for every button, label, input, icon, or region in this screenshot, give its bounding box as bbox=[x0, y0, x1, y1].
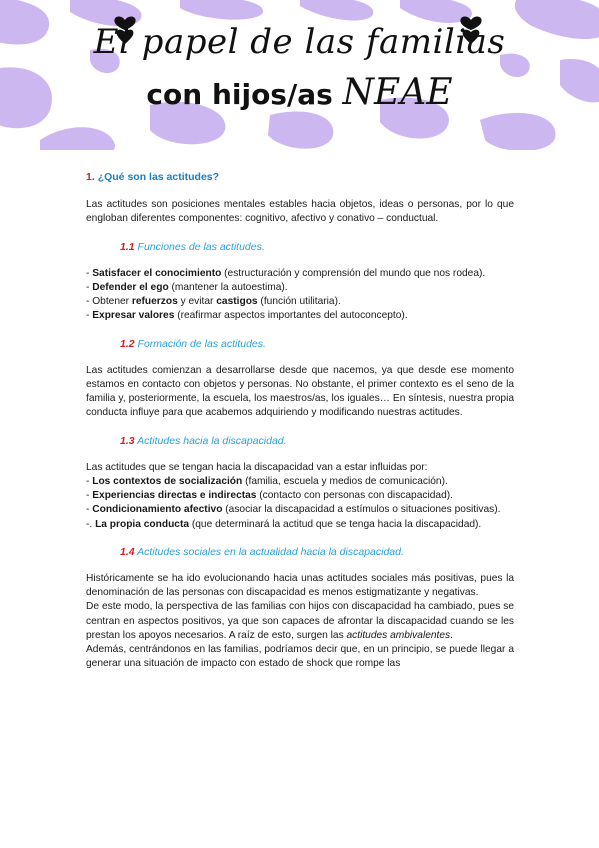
subsection-number: 1.1 bbox=[120, 240, 135, 253]
subsection-heading-1-4 bbox=[120, 545, 514, 559]
subsection-title: Actitudes sociales en la actualidad hacia la discapacidad. bbox=[137, 545, 404, 558]
subsection-heading-1-1 bbox=[120, 240, 514, 254]
header-banner bbox=[0, 0, 599, 150]
list-item: - Obtener refuerzos y evitar castigos (función utilitaria). bbox=[86, 296, 341, 308]
section-title: ¿Qué son las actitudes? bbox=[97, 171, 220, 183]
functions-list bbox=[86, 267, 514, 324]
page-title-line-1: El papel de las familias bbox=[93, 22, 506, 62]
subsection-number: 1.3 bbox=[120, 434, 135, 447]
subsection-number: 1.4 bbox=[120, 545, 135, 558]
page-title-line-2 bbox=[0, 72, 599, 113]
subsection-number: 1.2 bbox=[120, 337, 135, 350]
subsection-heading-1-2 bbox=[120, 337, 514, 351]
list-item: - Los contextos de socialización (familia, escuela y medios de comunicación). bbox=[86, 476, 448, 488]
influences-list bbox=[86, 475, 514, 532]
list-item: - Satisfacer el conocimiento (estructuración y comprensión del mundo que nos rodea). bbox=[86, 267, 486, 279]
page-title-neae: NEAE bbox=[342, 72, 453, 113]
subsection-heading-1-3 bbox=[120, 434, 514, 448]
list-item: - Expresar valores (reafirmar aspectos importantes del autoconcepto). bbox=[86, 310, 408, 322]
paragraph-families: Además, centrándonos en las familias, podríamos decir que, en un principio, se puede llegar a generar una situación de impacto con estado de shock que rompe las bbox=[86, 644, 514, 670]
list-item: - Condicionamiento afectivo (asociar la discapacidad a estímulos o situaciones positivas). bbox=[86, 504, 501, 516]
paragraph-perspective: De este modo, la perspectiva de las familias con hijos con discapacidad ha cambiado, pues se centran en aspectos positivos, ya que son capaces de afrontar la discapacidad cuando se les prestan los apoyos necesarios. A raíz de esto, surgen las actitudes ambivalentes. bbox=[86, 601, 514, 641]
subsection-title: Actitudes hacia la discapacidad. bbox=[137, 434, 287, 447]
subsection-title: Funciones de las actitudes. bbox=[137, 240, 265, 253]
subsection-title: Formación de las actitudes. bbox=[137, 337, 266, 350]
document-body bbox=[86, 170, 514, 671]
list-item: -. La propia conducta (que determinará la actitud que se tenga hacia la discapacidad). bbox=[86, 518, 482, 530]
paragraph-intro: Las actitudes que se tengan hacia la discapacidad van a estar influidas por: bbox=[86, 461, 428, 473]
section-number: 1. bbox=[86, 171, 95, 183]
section-heading-1 bbox=[86, 170, 514, 184]
list-item: - Defender el ego (mantener la autoestima). bbox=[86, 282, 288, 294]
paragraph-formation: Las actitudes comienzan a desarrollarse desde que nacemos, ya que desde ese momento estamos en contacto con objetos y personas. No obstante, el primer contexto es el seno de la familia y, posteriormente, la escuela, los maestros/as, los iguales… En síntesis, nuestra propia conducta influye para que acabemos adquiriendo y modificando nuestras actitudes. bbox=[86, 364, 514, 419]
list-item: - Experiencias directas e indirectas (contacto con personas con discapacidad). bbox=[86, 490, 453, 502]
paragraph-history: Históricamente se ha ido evolucionando hacia unas actitudes sociales más positivas, pues la denominación de las personas con discapacidad es menos estigmatizante y negativas. bbox=[86, 573, 514, 599]
paragraph-definition: Las actitudes son posiciones mentales estables hacia objetos, ideas o personas, por lo que engloban diferentes componentes: cognitivo, afectivo y conativo – conductual. bbox=[86, 199, 514, 225]
page-title-line-2-text: con hijos/as bbox=[146, 78, 343, 111]
